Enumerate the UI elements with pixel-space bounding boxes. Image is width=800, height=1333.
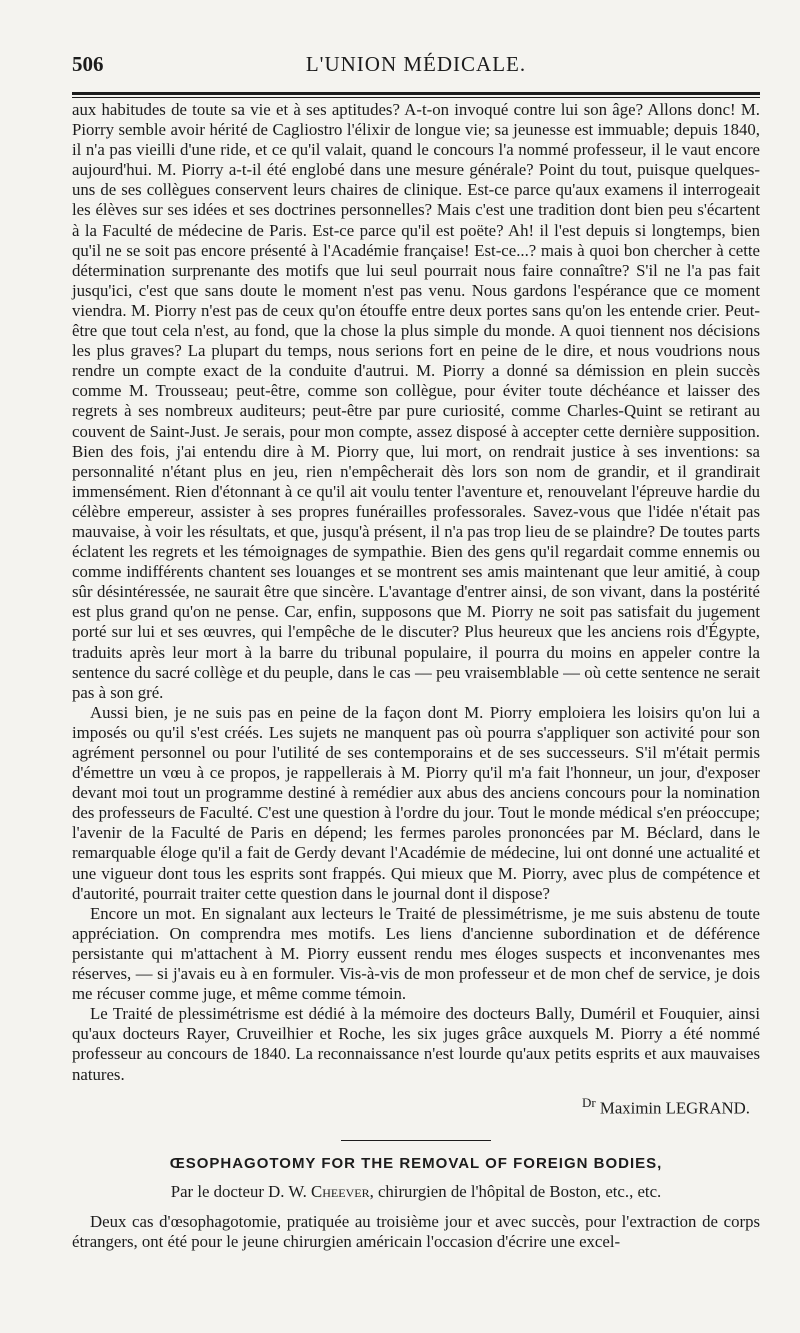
paragraph: aux habitudes de toute sa vie et à ses aptitudes? A-t-on invoqué contre lui son âge? Allons donc! M. Piorry semble avoir hérité de Cagliostro l'élixir de longue vie; sa jeunesse est immuable; depuis 1840, il n'a pas vieilli d'une ride, et ce qu'il valait, quand le concours l'a nommé professeur, il le vaut encore aujourd'hui. M. Piorry a-t-il été englobé dans une mesure générale? Point du tout, puisque quelques-uns de ses collègues conservent leurs chaires de clinique. Est-ce parce qu'aux examens il interrogeait les élèves sur ses idées et ses doctrines personnelles? Mais c'est une tradition dont bien peu s'écartent à la Faculté de médecine de Paris. Est-ce parce qu'il est poëte? Ah! il l'est depuis si longtemps, bien qu'il ne se soit pas encore présenté à l'Académie française! Est-ce...? mais à quoi bon chercher à cette détermination surprenante des motifs que lui seul pourrait nous faire connaître? S'il ne l'a pas fait jusqu'ici, c'est que sans doute le moment n'est pas venu. Nous gardons l'espérance que ce moment viendra. M. Piorry n'est pas de ceux qu'on étouffe entre deux portes sans qu'on les entende crier. Peut-être que tout cela n'est, au fond, que la chose la plus simple du monde. A quoi tiennent nos décisions les plus graves? La plupart du temps, nous serions fort en peine de le dire, et nous voudrions nous rendre un compte exact de la conduite d'autrui. M. Piorry a donné sa démission en plein succès comme M. Trousseau; peut-être, comme son collègue, pour éviter toute déchéance et laisser des regrets à ses nombreux auditeurs; peut-être par pure curiosité, comme Charles-Quint se retirant au couvent de Saint-Just. Je serais, pour mon compte, assez disposé à accepter cette dernière supposition. Bien des fois, j'ai entendu dire à M. Piorry que, lui mort, on rendrait justice à ses inventions: sa personnalité n'étant plus en jeu, rien n'empêcherait dès lors son nom de grandir, et il grandirait immensément. Rien d'étonnant à ce qu'il ait voulu tenter l'aventure et, renouvelant l'épreuve hardie du célèbre empereur, assister à ses propres funérailles professorales. Savez-vous que l'idée n'était pas mauvaise, à voir les résultats, et que, jusqu'à présent, il n'a pas trop lieu de se plaindre? De toutes parts éclatent les regrets et les témoignages de sympathie. Bien des gens qu'il regardait comme ennemis ou comme indifférents chantent ses louanges et se montrent ses amis maintenant que leur amitié, à coup sûr désintéressée, ne saurait être que sincère. L'avantage d'entrer ainsi, de son vivant, dans la postérité est plus grand qu'on ne pense. Car, enfin, supposons que M. Piorry ne soit pas satisfait du jugement porté sur lui et ses œuvres, qui l'empêche de le discuter? Plus heureux que les anciens rois d'Égypte, traduits après leur mort à la barre du tribunal populaire, il pourra du moins en appeler contre la sentence du sacré collège et du peuple, dans le cas — peu vraisemblable — où cette sentence ne serait pas à son gré. — [72, 100, 760, 702]
header-rule-thin — [72, 97, 760, 98]
article-body — [72, 100, 760, 1085]
signature-name: Maximin LEGRAND. — [599, 1098, 750, 1118]
page-number: 506 — [72, 52, 104, 76]
next-article-title: ŒSOPHAGOTOMY FOR THE REMOVAL OF FOREIGN BODIES, — [169, 1155, 663, 1173]
paragraph: Encore un mot. En signalant aux lecteurs le Traité de plessimétrisme, je me suis abstenu de toute appréciation. On comprendra mes motifs. Les liens d'ancienne subordination et de déférence persistante qui m'attachent à M. Piorry eussent rendu mes éloges suspects et inconvenantes mes réserves, — si j'avais eu à en formuler. Vis-à-vis de mon professeur et de mon chef de service, je dois me récuser comme juge, et même comme témoin. — [72, 903, 760, 1004]
byline-suffix: , chirurgien de l'hôpital de Boston, etc., etc. — [369, 1182, 662, 1202]
paragraph: Aussi bien, je ne suis pas en peine de la façon dont M. Piorry emploiera les loisirs qu'on lui a imposés ou qu'il s'est créés. Les sujets ne manquent pas où pourra s'appliquer son activité pour son agrément personnel ou pour l'utilité de ses contemporains et de ses successeurs. S'il m'était permis d'émettre un vœu à ce propos, je rappellerais à M. Piorry qu'il m'a fait l'honneur, un jour, d'exposer devant moi tout un programme destiné à remédier aux abus des anciens concours pour la nomination des professeurs de Faculté. C'est une question à l'ordre du jour. Tout le monde médical s'en préoccupe; l'avenir de la Faculté de Paris en dépend; les fermes paroles prononcées par M. Béclard, dans le remarquable éloge qu'il a fait de Gerdy devant l'Académie de médecine, lui ont donné une actualité et une vigueur dont tous les esprits sont frappés. Qui mieux que M. Piorry, avec plus de compétence et d'autorité, pourrait traiter cette question dans le journal dont il dispose? — [72, 702, 760, 903]
signature-prefix: Dr — [581, 1094, 596, 1110]
page-header — [72, 52, 760, 82]
next-article-intro: Deux cas d'œsophagotomie, pratiquée au troisième jour et avec succès, pour l'extraction de corps étrangers, ont été pour le jeune chirurgien américain l'occasion d'écrire une excel- — [72, 1212, 760, 1252]
author-name: D. W. Cheever — [268, 1182, 370, 1202]
section-separator — [341, 1140, 491, 1141]
running-title: L'UNION MÉDICALE. — [305, 52, 527, 76]
byline-prefix: Par le docteur — [170, 1182, 264, 1202]
header-rule — [72, 92, 760, 95]
paragraph: Le Traité de plessimétrisme est dédié à la mémoire des docteurs Bally, Duméril et Fouquier, ainsi qu'aux docteurs Rayer, Cruveilhier et Roche, les six juges grâce auxquels M. Piorry a été nommé professeur au concours de 1840. La reconnaissance n'est lourde qu'aux petits esprits et aux mauvaises natures. — [72, 1004, 760, 1084]
signature — [72, 1095, 760, 1119]
next-article-byline — [72, 1182, 760, 1202]
